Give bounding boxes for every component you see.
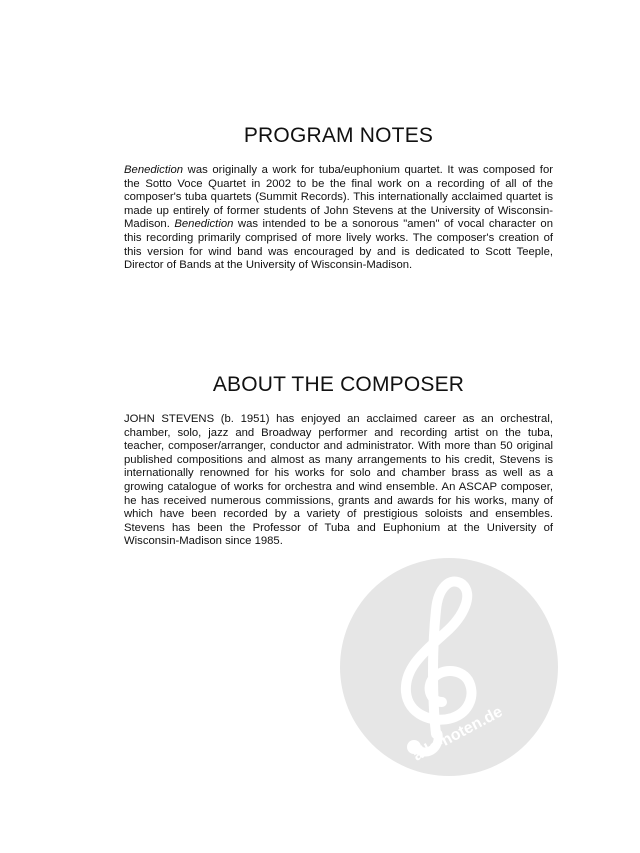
- work-title: Benediction: [174, 218, 234, 231]
- program-notes-text: was originally a work for tuba/euphonium quartet. It was composed for the Sotto Voce Quartet in 2002 to be the final work on a recording of all of the composer's tuba quartets (Summit Records). This internationally acclaimed quartet is made up entirely of former students of John Stevens at the University of Wisconsin-Madison.: [124, 164, 553, 231]
- about-composer-heading: ABOUT THE COMPOSER: [212, 373, 465, 396]
- about-composer-body: JOHN STEVENS (b. 1951) has enjoyed an acclaimed career as an orchestral, chamber, solo, jazz and Broadway performer and recording artist on the tuba, teacher, composer/arranger, conductor and administrator. With more than 50 original published compositions and almost as many arrangements to his credit, Stevens is internationally renowned for his works for solo and chamber brass as well as a growing catalogue of works for orchestra and wind ensemble. An ASCAP composer, he has received numerous commissions, grants and awards for his works, many of which have been recorded by a variety of prestigious soloists and ensembles. Stevens has been the Professor of Tuba and Euphonium at the University of Wisconsin-Madison since 1985.: [124, 413, 553, 548]
- program-notes-text: was intended to be a sonorous "amen" of vocal character on this recording primarily comprised of more lively works. The composer's creation of this version for wind band was encouraged by and is dedicated to Scott Teeple, Director of Bands at the University of Wisconsin-Madison.: [124, 218, 553, 272]
- watermark-text: alle-noten.de: [410, 703, 506, 765]
- program-notes-body: [124, 164, 553, 273]
- program-notes-section: [124, 122, 553, 273]
- watermark-logo: [340, 558, 558, 776]
- program-notes-heading: PROGRAM NOTES: [243, 124, 434, 147]
- about-composer-section: [124, 371, 553, 549]
- work-title: Benediction: [124, 164, 184, 176]
